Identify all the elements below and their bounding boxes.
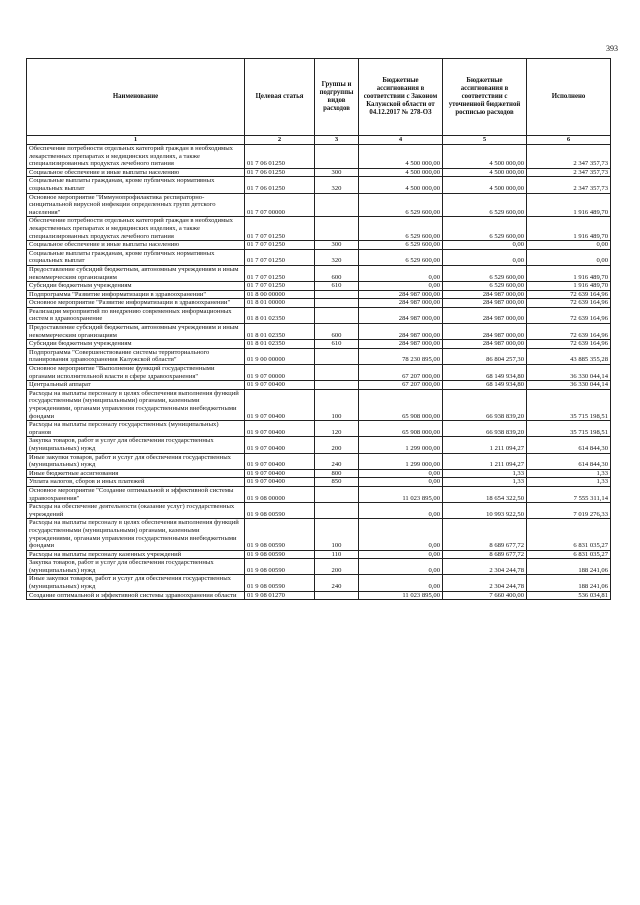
law-allocation: 6 529 600,00 <box>359 217 443 241</box>
refined-allocation: 6 529 600,00 <box>443 282 527 291</box>
target-article: 01 9 07 00400 <box>245 389 315 420</box>
refined-allocation: 68 149 934,80 <box>443 381 527 390</box>
table-row <box>27 307 611 323</box>
expense-group: 610 <box>315 340 359 349</box>
target-article: 01 9 07 00000 <box>245 365 315 381</box>
refined-allocation: 6 529 600,00 <box>443 217 527 241</box>
row-name: Расходы на обеспечение деятельности (оказание услуг) государственных учреждений <box>27 503 245 519</box>
law-allocation: 1 299 000,00 <box>359 453 443 469</box>
table-row <box>27 299 611 308</box>
row-name: Иные закупки товаров, работ и услуг для обеспечения государственных (муниципальных) нужд <box>27 453 245 469</box>
header-name: Наименование <box>27 59 245 136</box>
table-row <box>27 282 611 291</box>
law-allocation: 0,00 <box>359 282 443 291</box>
execution-amount: 35 715 198,51 <box>527 421 611 437</box>
execution-amount: 1 916 489,70 <box>527 282 611 291</box>
refined-allocation: 66 938 839,20 <box>443 421 527 437</box>
execution-amount: 1 916 489,70 <box>527 193 611 217</box>
expense-group <box>315 290 359 299</box>
table-row <box>27 575 611 591</box>
expense-group: 600 <box>315 265 359 281</box>
target-article: 01 8 00 00000 <box>245 290 315 299</box>
refined-allocation: 86 804 257,30 <box>443 348 527 364</box>
target-article: 01 7 07 01250 <box>245 282 315 291</box>
execution-amount: 72 639 164,96 <box>527 340 611 349</box>
execution-amount: 1 916 489,70 <box>527 217 611 241</box>
refined-allocation: 0,00 <box>443 249 527 265</box>
refined-allocation: 10 993 922,50 <box>443 503 527 519</box>
expense-group <box>315 307 359 323</box>
execution-amount: 2 347 357,73 <box>527 145 611 169</box>
column-number: 3 <box>315 136 359 145</box>
target-article: 01 9 08 00590 <box>245 559 315 575</box>
expense-group: 100 <box>315 519 359 550</box>
column-number: 6 <box>527 136 611 145</box>
target-article: 01 8 01 02350 <box>245 340 315 349</box>
row-name: Предоставление субсидий бюджетным, автономным учреждениям и иным некоммерческим организациям <box>27 324 245 340</box>
law-allocation: 11 023 895,00 <box>359 591 443 600</box>
refined-allocation: 4 500 000,00 <box>443 145 527 169</box>
expense-group: 110 <box>315 550 359 559</box>
row-name: Социальные выплаты гражданам, кроме публичных нормативных социальных выплат <box>27 249 245 265</box>
row-name: Предоставление субсидий бюджетным, автономным учреждениям и иным некоммерческим организациям <box>27 265 245 281</box>
table-row <box>27 145 611 169</box>
law-allocation: 4 500 000,00 <box>359 145 443 169</box>
refined-allocation: 4 500 000,00 <box>443 177 527 193</box>
refined-allocation: 284 987 000,00 <box>443 324 527 340</box>
law-allocation: 67 207 000,00 <box>359 381 443 390</box>
refined-allocation: 1,33 <box>443 478 527 487</box>
row-name: Обеспечение потребности отдельных категорий граждан в необходимых лекарственных препаратах и медицинских изделиях, а также специализированных продуктах лечебного питания <box>27 217 245 241</box>
target-article: 01 9 07 00400 <box>245 453 315 469</box>
expense-group: 240 <box>315 575 359 591</box>
row-name: Субсидии бюджетным учреждениям <box>27 282 245 291</box>
law-allocation: 284 987 000,00 <box>359 299 443 308</box>
execution-amount: 36 330 044,14 <box>527 381 611 390</box>
expense-group: 320 <box>315 177 359 193</box>
law-allocation: 0,00 <box>359 469 443 478</box>
refined-allocation: 284 987 000,00 <box>443 299 527 308</box>
refined-allocation: 0,00 <box>443 241 527 250</box>
target-article: 01 9 08 00590 <box>245 503 315 519</box>
table-row <box>27 421 611 437</box>
law-allocation: 6 529 600,00 <box>359 249 443 265</box>
expense-group: 300 <box>315 241 359 250</box>
expense-group <box>315 381 359 390</box>
execution-amount: 72 639 164,96 <box>527 290 611 299</box>
target-article: 01 9 07 00400 <box>245 381 315 390</box>
table-row <box>27 168 611 177</box>
table-row <box>27 290 611 299</box>
expense-group: 320 <box>315 249 359 265</box>
target-article: 01 8 01 00000 <box>245 299 315 308</box>
execution-amount: 1,33 <box>527 478 611 487</box>
expense-group <box>315 365 359 381</box>
row-name: Реализация мероприятий по внедрению современных информационных систем в здравоохранение <box>27 307 245 323</box>
refined-allocation: 8 689 677,72 <box>443 519 527 550</box>
expense-group: 200 <box>315 437 359 453</box>
law-allocation: 0,00 <box>359 550 443 559</box>
refined-allocation: 68 149 934,80 <box>443 365 527 381</box>
table-row <box>27 469 611 478</box>
header-row <box>27 59 611 136</box>
row-name: Расходы на выплаты персоналу казенных учреждений <box>27 550 245 559</box>
execution-amount: 188 241,06 <box>527 559 611 575</box>
refined-allocation: 1,33 <box>443 469 527 478</box>
target-article: 01 7 07 01250 <box>245 265 315 281</box>
execution-amount: 6 831 035,27 <box>527 519 611 550</box>
table-row <box>27 241 611 250</box>
refined-allocation: 4 500 000,00 <box>443 168 527 177</box>
table-row <box>27 437 611 453</box>
row-name: Основное мероприятие "Развитие информатизации в здравоохранении" <box>27 299 245 308</box>
column-number: 2 <box>245 136 315 145</box>
target-article: 01 9 08 00590 <box>245 575 315 591</box>
target-article: 01 7 07 01250 <box>245 249 315 265</box>
law-allocation: 284 987 000,00 <box>359 340 443 349</box>
table-row <box>27 324 611 340</box>
header-refined-allocations: Бюджетные ассигнования в соответствии с уточненной бюджетной росписью расходов <box>443 59 527 136</box>
expense-group: 850 <box>315 478 359 487</box>
table-row <box>27 453 611 469</box>
table-row <box>27 193 611 217</box>
law-allocation: 4 500 000,00 <box>359 168 443 177</box>
law-allocation: 65 908 000,00 <box>359 389 443 420</box>
law-allocation: 284 987 000,00 <box>359 324 443 340</box>
table-row <box>27 503 611 519</box>
execution-amount: 2 347 357,73 <box>527 177 611 193</box>
refined-allocation: 18 654 322,50 <box>443 486 527 502</box>
header-law-allocations: Бюджетные ассигнования в соответствии с Законом Калужской области от 04.12.2017 № 278-ОЗ <box>359 59 443 136</box>
target-article: 01 7 06 01250 <box>245 177 315 193</box>
refined-allocation: 284 987 000,00 <box>443 307 527 323</box>
target-article: 01 9 08 00000 <box>245 486 315 502</box>
execution-amount: 614 844,30 <box>527 437 611 453</box>
refined-allocation: 6 529 600,00 <box>443 193 527 217</box>
expense-group <box>315 348 359 364</box>
target-article: 01 7 06 01250 <box>245 145 315 169</box>
column-number-row <box>27 136 611 145</box>
execution-amount: 2 347 357,73 <box>527 168 611 177</box>
target-article: 01 8 01 02350 <box>245 324 315 340</box>
expense-group <box>315 591 359 600</box>
table-row <box>27 265 611 281</box>
execution-amount: 0,00 <box>527 241 611 250</box>
refined-allocation: 8 689 677,72 <box>443 550 527 559</box>
row-name: Субсидии бюджетным учреждениям <box>27 340 245 349</box>
law-allocation: 1 299 000,00 <box>359 437 443 453</box>
expense-group <box>315 145 359 169</box>
table-row <box>27 486 611 502</box>
table-row <box>27 340 611 349</box>
target-article: 01 7 07 01250 <box>245 217 315 241</box>
law-allocation: 0,00 <box>359 503 443 519</box>
execution-amount: 0,00 <box>527 249 611 265</box>
target-article: 01 9 00 00000 <box>245 348 315 364</box>
expense-group: 200 <box>315 559 359 575</box>
row-name: Обеспечение потребности отдельных категорий граждан в необходимых лекарственных препаратах и медицинских изделиях, а также специализированных продуктах лечебного питания <box>27 145 245 169</box>
execution-amount: 6 831 035,27 <box>527 550 611 559</box>
row-name: Иные бюджетные ассигнования <box>27 469 245 478</box>
execution-amount: 188 241,06 <box>527 575 611 591</box>
refined-allocation: 6 529 600,00 <box>443 265 527 281</box>
expense-group: 800 <box>315 469 359 478</box>
table-row <box>27 478 611 487</box>
law-allocation: 0,00 <box>359 265 443 281</box>
column-number: 1 <box>27 136 245 145</box>
execution-amount: 35 715 198,51 <box>527 389 611 420</box>
target-article: 01 7 07 00000 <box>245 193 315 217</box>
header-execution: Исполнено <box>527 59 611 136</box>
expense-group: 120 <box>315 421 359 437</box>
law-allocation: 4 500 000,00 <box>359 177 443 193</box>
row-name: Основное мероприятие "Выполнение функций государственными органами исполнительной власти в сфере здравоохранения" <box>27 365 245 381</box>
header-expense-group: Группы и подгруппы видов расходов <box>315 59 359 136</box>
page-number: 393 <box>606 44 618 53</box>
refined-allocation: 284 987 000,00 <box>443 290 527 299</box>
table-row <box>27 249 611 265</box>
row-name: Расходы на выплаты персоналу в целях обеспечения выполнения функций государственными (муниципальными) органами, казенными учреждениями, органами управления государственными внебюджетными фондами <box>27 519 245 550</box>
table-row <box>27 519 611 550</box>
table-row <box>27 559 611 575</box>
law-allocation: 0,00 <box>359 575 443 591</box>
row-name: Иные закупки товаров, работ и услуг для обеспечения государственных (муниципальных) нужд <box>27 575 245 591</box>
law-allocation: 284 987 000,00 <box>359 290 443 299</box>
header-target-article: Целевая статья <box>245 59 315 136</box>
expense-group: 300 <box>315 168 359 177</box>
execution-amount: 7 555 311,14 <box>527 486 611 502</box>
expense-group: 100 <box>315 389 359 420</box>
column-number: 5 <box>443 136 527 145</box>
law-allocation: 65 908 000,00 <box>359 421 443 437</box>
expense-group: 600 <box>315 324 359 340</box>
row-name: Социальные выплаты гражданам, кроме публичных нормативных социальных выплат <box>27 177 245 193</box>
table-row <box>27 591 611 600</box>
row-name: Подпрограмма "Совершенствование системы территориального планирования здравоохранения Калужской области" <box>27 348 245 364</box>
refined-allocation: 284 987 000,00 <box>443 340 527 349</box>
row-name: Закупка товаров, работ и услуг для обеспечения государственных (муниципальных) нужд <box>27 559 245 575</box>
expense-group <box>315 193 359 217</box>
refined-allocation: 1 211 094,27 <box>443 437 527 453</box>
table-row <box>27 217 611 241</box>
row-name: Создание оптимальной и эффективной системы здравоохранения области <box>27 591 245 600</box>
target-article: 01 9 07 00400 <box>245 437 315 453</box>
target-article: 01 8 01 02350 <box>245 307 315 323</box>
table-row <box>27 365 611 381</box>
execution-amount: 614 844,30 <box>527 453 611 469</box>
law-allocation: 11 023 895,00 <box>359 486 443 502</box>
execution-amount: 72 639 164,96 <box>527 299 611 308</box>
refined-allocation: 2 304 244,78 <box>443 559 527 575</box>
law-allocation: 0,00 <box>359 559 443 575</box>
table-row <box>27 550 611 559</box>
execution-amount: 536 034,81 <box>527 591 611 600</box>
refined-allocation: 2 304 244,78 <box>443 575 527 591</box>
refined-allocation: 7 660 400,00 <box>443 591 527 600</box>
expense-group: 240 <box>315 453 359 469</box>
refined-allocation: 1 211 094,27 <box>443 453 527 469</box>
target-article: 01 7 07 01250 <box>245 241 315 250</box>
table-row <box>27 389 611 420</box>
execution-amount: 1,33 <box>527 469 611 478</box>
target-article: 01 9 07 00400 <box>245 478 315 487</box>
law-allocation: 78 230 895,00 <box>359 348 443 364</box>
target-article: 01 7 06 01250 <box>245 168 315 177</box>
row-name: Подпрограмма "Развитие информатизации в здравоохранении" <box>27 290 245 299</box>
budget-report-table <box>26 58 611 600</box>
target-article: 01 9 08 00590 <box>245 550 315 559</box>
expense-group: 610 <box>315 282 359 291</box>
target-article: 01 9 08 00590 <box>245 519 315 550</box>
execution-amount: 1 916 489,70 <box>527 265 611 281</box>
refined-allocation: 66 938 839,20 <box>443 389 527 420</box>
law-allocation: 0,00 <box>359 478 443 487</box>
table-row <box>27 177 611 193</box>
row-name: Уплата налогов, сборов и иных платежей <box>27 478 245 487</box>
row-name: Социальное обеспечение и иные выплаты населению <box>27 168 245 177</box>
row-name: Основное мероприятие "Иммунопрофилактика респираторно-синцитиальной вирусной инфекции определенных групп детского населения" <box>27 193 245 217</box>
execution-amount: 7 019 276,33 <box>527 503 611 519</box>
row-name: Основное мероприятие "Создание оптимальной и эффективной системы здравоохранения" <box>27 486 245 502</box>
row-name: Расходы на выплаты персоналу в целях обеспечения выполнения функций государственными (муниципальными) органами, казенными учреждениями, органами управления государственными внебюджетными фондами <box>27 389 245 420</box>
expense-group <box>315 503 359 519</box>
row-name: Расходы на выплаты персоналу государственных (муниципальных) органов <box>27 421 245 437</box>
law-allocation: 0,00 <box>359 519 443 550</box>
execution-amount: 43 885 355,28 <box>527 348 611 364</box>
law-allocation: 284 987 000,00 <box>359 307 443 323</box>
expense-group <box>315 299 359 308</box>
row-name: Социальное обеспечение и иные выплаты населению <box>27 241 245 250</box>
row-name: Центральный аппарат <box>27 381 245 390</box>
law-allocation: 67 207 000,00 <box>359 365 443 381</box>
table-row <box>27 381 611 390</box>
target-article: 01 9 07 00400 <box>245 421 315 437</box>
target-article: 01 9 07 00400 <box>245 469 315 478</box>
table-row <box>27 348 611 364</box>
expense-group <box>315 217 359 241</box>
target-article: 01 9 08 01270 <box>245 591 315 600</box>
row-name: Закупка товаров, работ и услуг для обеспечения государственных (муниципальных) нужд <box>27 437 245 453</box>
expense-group <box>315 486 359 502</box>
law-allocation: 6 529 600,00 <box>359 193 443 217</box>
report-body <box>27 145 611 600</box>
column-number: 4 <box>359 136 443 145</box>
law-allocation: 6 529 600,00 <box>359 241 443 250</box>
execution-amount: 36 330 044,14 <box>527 365 611 381</box>
execution-amount: 72 639 164,96 <box>527 324 611 340</box>
execution-amount: 72 639 164,96 <box>527 307 611 323</box>
